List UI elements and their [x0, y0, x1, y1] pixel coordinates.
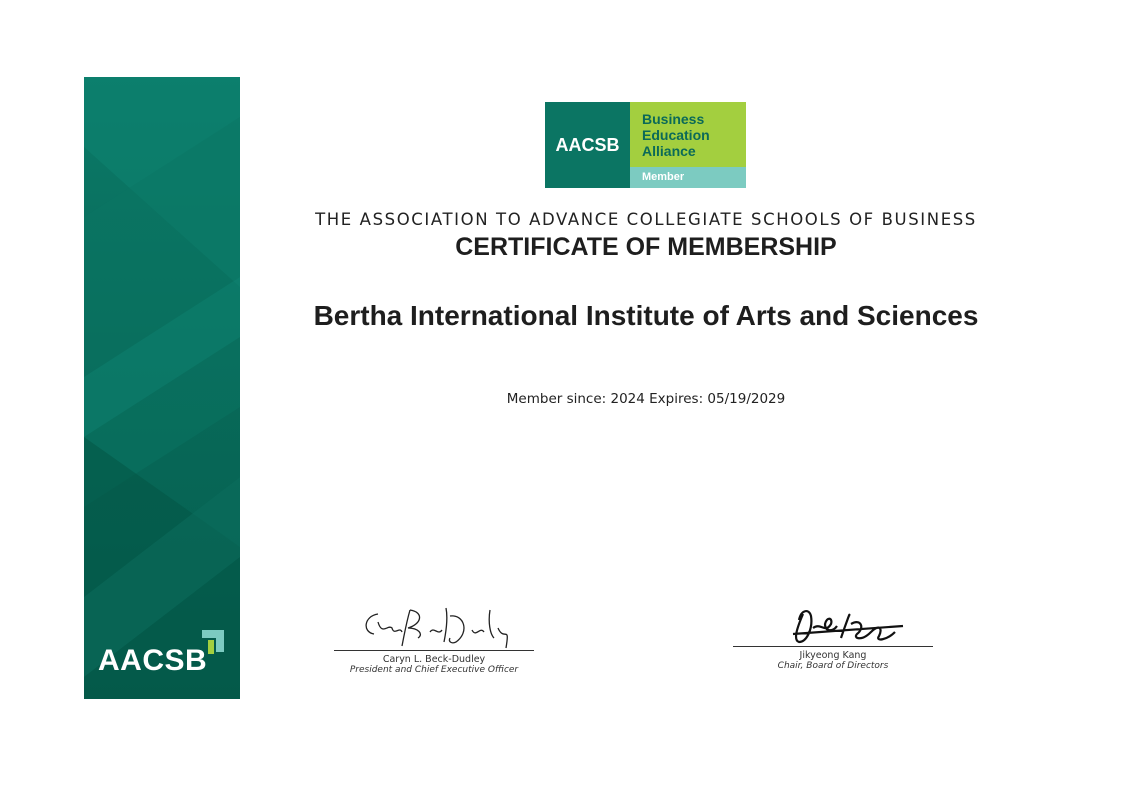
signer-name: Jikyeong Kang — [799, 650, 867, 661]
signature-block-chair — [733, 598, 933, 671]
membership-badge — [545, 102, 746, 188]
signer-title: Chair, Board of Directors — [777, 661, 889, 671]
institution-name: Bertha International Institute of Arts and Sciences — [313, 300, 979, 331]
signer-title: President and Chief Executive Officer — [349, 665, 519, 675]
side-logo-mark-icon — [198, 630, 226, 656]
membership-dates: Member since: 2024 Expires: 05/19/2029 — [506, 391, 786, 407]
signature-line — [733, 646, 933, 647]
certificate-title: CERTIFICATE OF MEMBERSHIP — [455, 233, 837, 261]
badge-program-line: Alliance — [642, 143, 696, 159]
badge-org: AACSB — [545, 102, 630, 188]
signature-block-president — [334, 602, 534, 675]
banner-pattern — [84, 77, 240, 699]
signature-image — [334, 602, 534, 650]
side-banner — [84, 77, 240, 699]
association-name: THE ASSOCIATION TO ADVANCE COLLEGIATE SCHOOLS OF BUSINESS — [315, 210, 977, 229]
signature-image — [733, 598, 933, 646]
badge-status: Member — [630, 167, 746, 188]
signer-name: Caryn L. Beck-Dudley — [382, 654, 486, 665]
badge-program-line: Education — [642, 127, 710, 143]
badge-program — [630, 102, 746, 167]
badge-program-line: Business — [642, 111, 705, 127]
side-logo-text: AACSB — [98, 644, 208, 677]
signature-line — [334, 650, 534, 651]
